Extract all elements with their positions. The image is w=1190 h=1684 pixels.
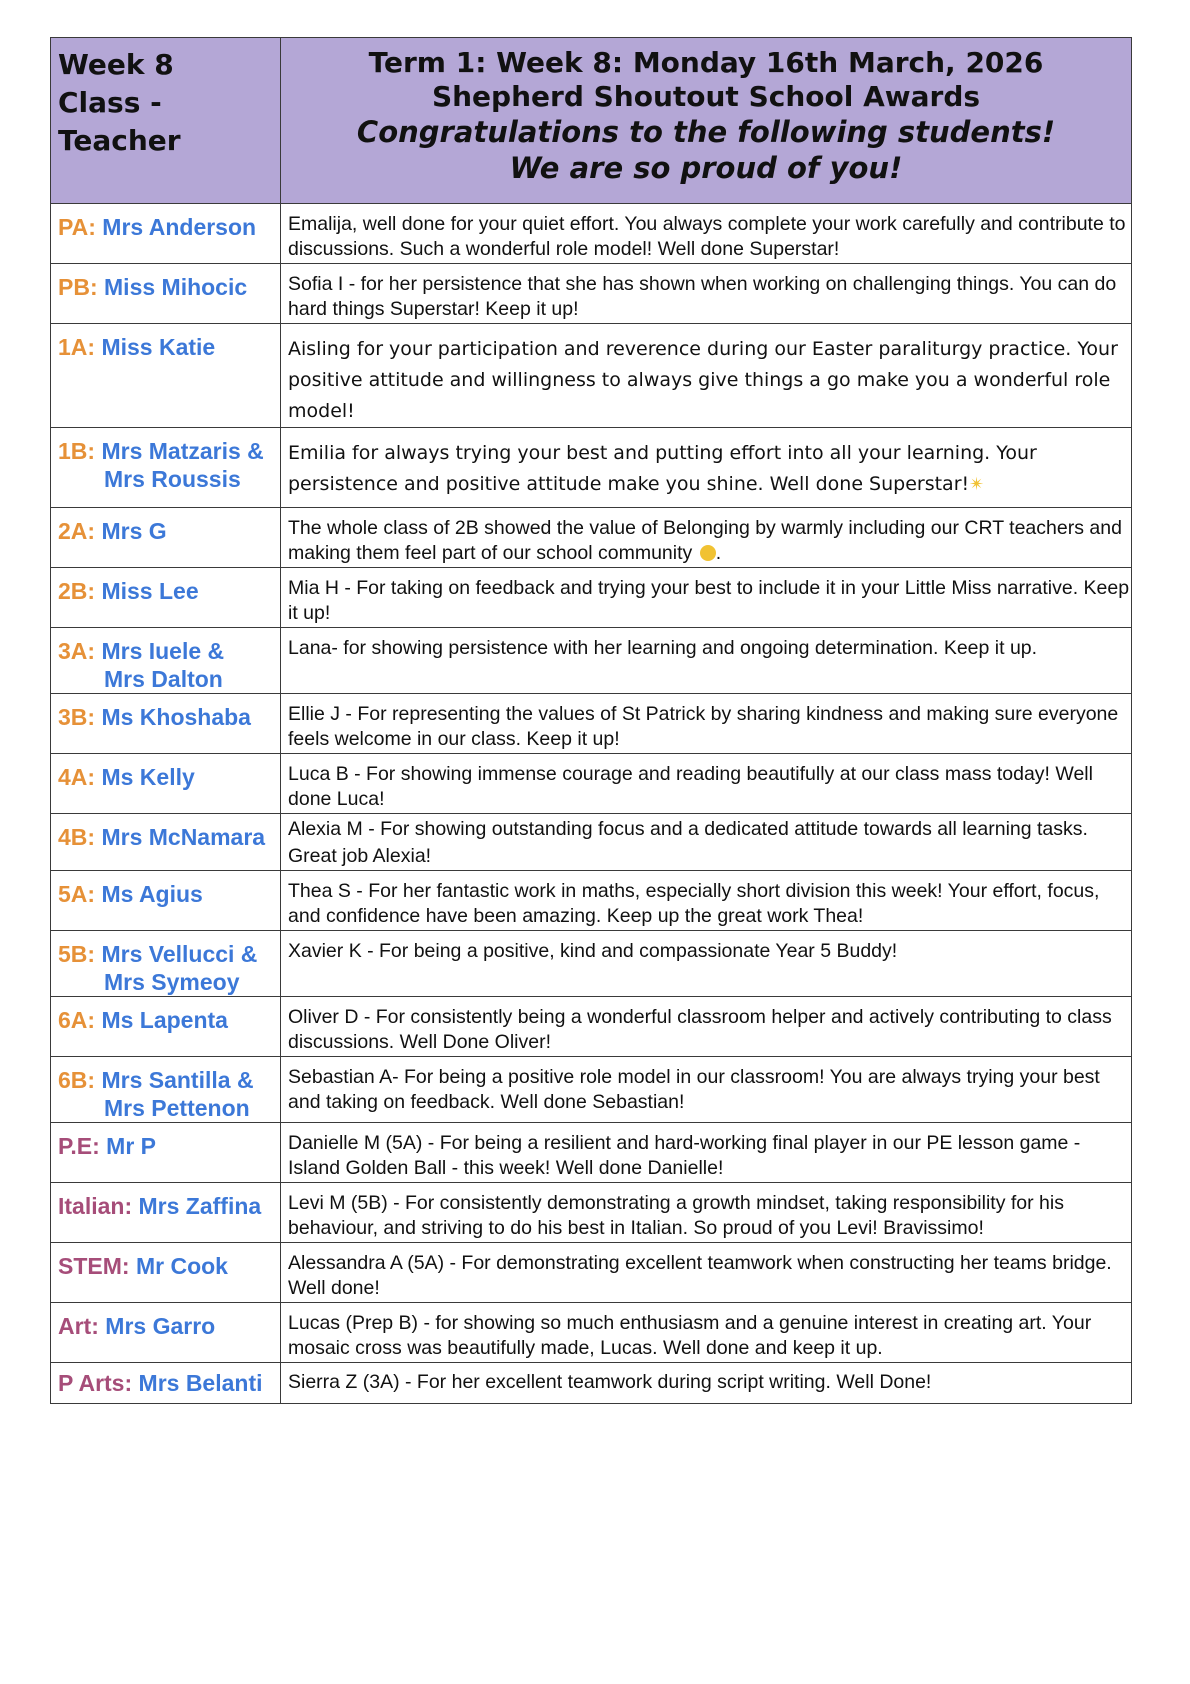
class-teacher-cell xyxy=(51,428,281,508)
award-message: Lana- for showing persistence with her learning and ongoing determination. Keep it up. xyxy=(281,628,1132,694)
award-message: Xavier K - For being a positive, kind and compassionate Year 5 Buddy! xyxy=(281,931,1132,997)
teacher-name: Miss Katie xyxy=(101,334,216,360)
award-message: Sierra Z (3A) - For her excellent teamwork during script writing. Well Done! xyxy=(281,1363,1132,1404)
title-proud: We are so proud of you! xyxy=(509,151,903,185)
table-row xyxy=(51,1363,1132,1404)
teacher-name: Mrs McNamara xyxy=(101,824,266,850)
class-teacher-cell xyxy=(51,1363,281,1404)
awards-table xyxy=(50,37,1132,1404)
table-row xyxy=(51,1243,1132,1303)
award-message: Sebastian A- For being a positive role model in our classroom! You are always trying your best and taking on feedback. Well done Sebastian! xyxy=(281,1057,1132,1123)
class-teacher-cell xyxy=(51,931,281,997)
award-message: Emalija, well done for your quiet effort. You always complete your work carefully and contribute to discussions. Such a wonderful role model! Well done Superstar! xyxy=(281,204,1132,264)
table-row xyxy=(51,814,1132,871)
class-code: PA: xyxy=(58,214,96,240)
class-code: 6A: xyxy=(58,1007,96,1033)
title-congratulations: Congratulations to the following students! xyxy=(356,115,1056,149)
header-title-cell xyxy=(281,38,1132,204)
class-code: 5A: xyxy=(58,881,96,907)
specialist-code: Italian: xyxy=(58,1193,133,1219)
table-row xyxy=(51,754,1132,814)
class-teacher-cell xyxy=(51,1057,281,1123)
teacher-name: Mrs Iuele & xyxy=(101,638,225,664)
title-awards-name: Shepherd Shoutout School Awards xyxy=(431,80,981,113)
table-row xyxy=(51,628,1132,694)
award-message: Alessandra A (5A) - For demonstrating excellent teamwork when constructing her teams bridge. Well done! xyxy=(281,1243,1132,1303)
award-message: Lucas (Prep B) - for showing so much enthusiasm and a genuine interest in creating art. Your mosaic cross was beautifully made, Lucas. Well done and keep it up. xyxy=(281,1303,1132,1363)
table-row xyxy=(51,931,1132,997)
award-message-cell xyxy=(281,508,1132,568)
award-message: Ellie J - For representing the values of St Patrick by sharing kindness and making sure everyone feels welcome in our class. Keep it up! xyxy=(281,694,1132,754)
teacher-name: Mrs G xyxy=(101,518,167,544)
table-row xyxy=(51,508,1132,568)
class-code: 4B: xyxy=(58,824,96,850)
award-message: Sofia I - for her persistence that she has shown when working on challenging things. You can do hard things Superstar! Keep it up! xyxy=(281,264,1132,324)
class-teacher-cell xyxy=(51,997,281,1057)
teacher-name-line-2: Mrs Roussis xyxy=(104,466,241,492)
class-teacher-cell xyxy=(51,204,281,264)
class-code: 2A: xyxy=(58,518,96,544)
teacher-name: Mrs Anderson xyxy=(102,214,257,240)
table-row xyxy=(51,204,1132,264)
teacher-name: Mrs Belanti xyxy=(138,1370,263,1396)
award-message: Oliver D - For consistently being a wonderful classroom helper and actively contributing to class discussions. Well Done Oliver! xyxy=(281,997,1132,1057)
table-row xyxy=(51,694,1132,754)
teacher-name: Ms Kelly xyxy=(101,764,195,790)
table-row xyxy=(51,264,1132,324)
table-row xyxy=(51,568,1132,628)
award-message: Mia H - For taking on feedback and trying your best to include it in your Little Miss narrative. Keep it up! xyxy=(281,568,1132,628)
class-code: PB: xyxy=(58,274,98,300)
class-code: 3A: xyxy=(58,638,96,664)
teacher-name: Mrs Garro xyxy=(105,1313,216,1339)
class-teacher-cell xyxy=(51,871,281,931)
teacher-name: Mr P xyxy=(106,1133,157,1159)
table-row xyxy=(51,428,1132,508)
table-row xyxy=(51,997,1132,1057)
title-term-date: Term 1: Week 8: Monday 16th March, 2026 xyxy=(368,46,1044,79)
class-teacher-cell xyxy=(51,264,281,324)
class-teacher-cell xyxy=(51,1123,281,1183)
header-left-cell xyxy=(51,38,281,204)
teacher-name: Mrs Matzaris & xyxy=(101,438,264,464)
class-code: 6B: xyxy=(58,1067,96,1093)
teacher-name: Miss Lee xyxy=(101,578,199,604)
specialist-code: P.E: xyxy=(58,1133,100,1159)
header-left-line-2: Class - xyxy=(58,86,162,119)
specialist-code: P Arts: xyxy=(58,1370,133,1396)
table-row xyxy=(51,1123,1132,1183)
teacher-name: Mrs Zaffina xyxy=(138,1193,262,1219)
class-teacher-cell xyxy=(51,1303,281,1363)
class-teacher-cell xyxy=(51,814,281,871)
class-teacher-cell xyxy=(51,508,281,568)
teacher-name: Ms Agius xyxy=(101,881,203,907)
header-left-line-3: Teacher xyxy=(58,124,181,157)
class-code: 2B: xyxy=(58,578,96,604)
award-message: Thea S - For her fantastic work in maths, especially short division this week! Your effort, focus, and confidence have been amazing. Keep up the great work Thea! xyxy=(281,871,1132,931)
table-row xyxy=(51,1183,1132,1243)
table-row xyxy=(51,1057,1132,1123)
teacher-name: Ms Lapenta xyxy=(101,1007,228,1033)
award-message-end: . xyxy=(715,542,722,564)
class-teacher-cell xyxy=(51,754,281,814)
class-code: 1A: xyxy=(58,334,96,360)
award-message: Alexia M - For showing outstanding focus and a dedicated attitude towards all learning tasks. Great job Alexia! xyxy=(281,814,1132,871)
class-teacher-cell xyxy=(51,1183,281,1243)
class-code: 3B: xyxy=(58,704,96,730)
specialist-code: STEM: xyxy=(58,1253,130,1279)
table-row xyxy=(51,871,1132,931)
table-row xyxy=(51,324,1132,428)
award-message: Luca B - For showing immense courage and reading beautifully at our class mass today! Well done Luca! xyxy=(281,754,1132,814)
teacher-name: Mrs Santilla & xyxy=(101,1067,254,1093)
award-message: The whole class of 2B showed the value of Belonging by warmly including our CRT teachers and making them feel part of our school community xyxy=(288,517,1122,564)
sparkle-star-icon: ✴ xyxy=(969,474,985,495)
header-row xyxy=(51,38,1132,204)
class-code: 1B: xyxy=(58,438,96,464)
teacher-name: Mr Cook xyxy=(135,1253,228,1279)
class-teacher-cell xyxy=(51,694,281,754)
teacher-name-line-2: Mrs Symeoy xyxy=(104,969,240,995)
class-code: 4A: xyxy=(58,764,96,790)
class-code: 5B: xyxy=(58,941,96,967)
teacher-name: Mrs Vellucci & xyxy=(101,941,258,967)
teacher-name: Ms Khoshaba xyxy=(101,704,251,730)
teacher-name-line-2: Mrs Dalton xyxy=(104,666,223,692)
award-message: Emilia for always trying your best and putting effort into all your learning. Your persistence and positive attitude make you shine. Well done Superstar! xyxy=(288,442,1037,495)
award-message: Aisling for your participation and reverence during our Easter paraliturgy practice. Your positive attitude and willingness to always give things a go make you a wonderful role model! xyxy=(281,324,1132,428)
class-teacher-cell xyxy=(51,324,281,428)
class-teacher-cell xyxy=(51,628,281,694)
award-message: Levi M (5B) - For consistently demonstrating a growth mindset, taking responsibility for his behaviour, and striving to do his best in Italian. So proud of you Levi! Bravissimo! xyxy=(281,1183,1132,1243)
award-message: Danielle M (5A) - For being a resilient and hard-working final player in our PE lesson game - Island Golden Ball - this week! Well done Danielle! xyxy=(281,1123,1132,1183)
specialist-code: Art: xyxy=(58,1313,99,1339)
header-left-line-1: Week 8 xyxy=(58,48,174,81)
teacher-name-line-2: Mrs Pettenon xyxy=(104,1095,250,1121)
yellow-heart-icon xyxy=(700,545,716,561)
table-row xyxy=(51,1303,1132,1363)
class-teacher-cell xyxy=(51,1243,281,1303)
class-teacher-cell xyxy=(51,568,281,628)
award-message-cell xyxy=(281,428,1132,508)
teacher-name: Miss Mihocic xyxy=(104,274,248,300)
